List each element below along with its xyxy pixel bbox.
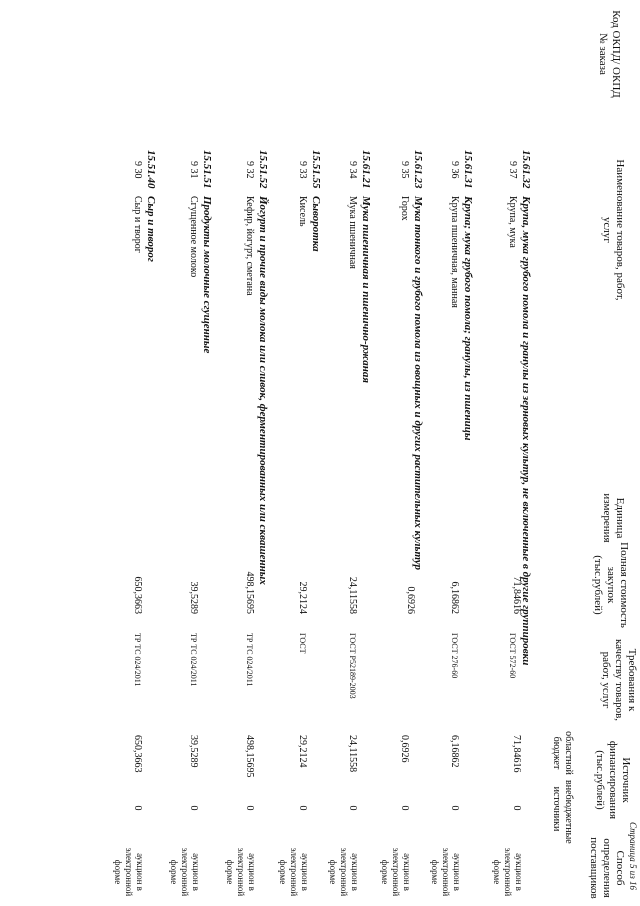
group-title: Мука тонкого и грубого помола из овощных и других растительных культур (412, 196, 424, 571)
item-regional-budget: 24,11558 (347, 735, 358, 773)
item-name: Сыр и творог (132, 196, 143, 253)
header-method: Способ определения поставщиков (588, 837, 626, 899)
header-source-regional: областной бюджет (551, 731, 574, 775)
group-title: Сыворотка (310, 196, 322, 252)
item-cost: 6,16862 (449, 581, 460, 614)
item-extra-budget: 0 (297, 805, 308, 811)
order-number: 9 31 (188, 161, 199, 179)
item-method: аукцион в электронной форме (278, 847, 310, 897)
item-cost: 71,84616 (511, 576, 522, 614)
item-method: аукцион в электронной форме (380, 847, 412, 897)
item-method: аукцион в электронной форме (113, 847, 145, 897)
item-cost: 39,5289 (188, 581, 199, 614)
group-code: 15.51.55 (310, 150, 322, 189)
header-source-extra: внебюджетные источники (551, 780, 574, 844)
order-number: 9 30 (132, 161, 143, 179)
order-number: 9 34 (347, 161, 358, 179)
item-extra-budget: 0 (347, 805, 358, 811)
group-code: 15.61.21 (360, 150, 372, 189)
order-number: 9 33 (297, 161, 308, 179)
item-regional-budget: 71,84616 (511, 735, 522, 773)
item-name: Крупа пшеничная, манная (449, 196, 460, 308)
item-cost: 29,2124 (297, 581, 308, 614)
item-extra-budget: 0 (399, 805, 410, 811)
item-cost: 24,11558 (347, 576, 358, 614)
item-regional-budget: 650,3663 (132, 735, 143, 773)
item-requirement: ТР ТС 024/2011 (245, 633, 254, 687)
item-requirement: ГОСТ (298, 633, 307, 654)
item-regional-budget: 39,5289 (188, 735, 199, 768)
group-code: 15.61.31 (462, 150, 474, 189)
item-regional-budget: 0,6926 (399, 735, 410, 763)
header-cost: Полная стоимость закупок (тыс.рублей) (592, 542, 630, 628)
item-requirement: ГОСТ 276-60 (450, 633, 459, 679)
item-regional-budget: 498,15695 (244, 735, 255, 778)
item-extra-budget: 0 (244, 805, 255, 811)
header-unit: Единица измерения (601, 493, 626, 543)
item-name: Кисель (297, 196, 308, 227)
group-code: 15.61.32 (520, 150, 532, 189)
item-requirement: ТР ТС 024/2011 (189, 633, 198, 687)
group-title: Сыр и творог (145, 196, 157, 262)
order-number: 9 37 (507, 161, 518, 179)
order-number: 9 36 (449, 161, 460, 179)
item-regional-budget: 29,2124 (297, 735, 308, 768)
item-method: аукцион в электронной форме (169, 847, 201, 897)
item-cost: 650,3663 (132, 576, 143, 614)
group-code: 15.51.51 (201, 150, 213, 189)
item-extra-budget: 0 (511, 805, 522, 811)
group-title: Крупа; мука грубого помола; гранулы, из пшеницы (462, 196, 474, 441)
order-number: 9 32 (244, 161, 255, 179)
item-method: аукцион в электронной форме (492, 847, 524, 897)
group-title: Йогурт и прочие виды молока или сливок, ферментированных или сквашенных (257, 196, 269, 585)
group-code: 15.51.40 (145, 150, 157, 189)
item-extra-budget: 0 (188, 805, 199, 811)
group-title: Мука пшеничная и пшенично-ржаная (360, 196, 372, 384)
item-name: Мука пшеничная (347, 196, 358, 269)
order-number: 9 35 (399, 161, 410, 179)
item-requirement: ТР ТС 024/2011 (133, 633, 142, 687)
item-cost: 498,15695 (244, 571, 255, 614)
header-requirements: Требования к качеству товаров, работ, услуг (600, 638, 638, 722)
item-regional-budget: 6,16862 (449, 735, 460, 768)
item-method: аукцион в электронной форме (225, 847, 257, 897)
header-code: Код ОКПД/ ОКПД № заказа (597, 10, 622, 98)
group-title: Продукты молочные сгущенные (201, 196, 213, 354)
item-name: Крупа, мука (507, 196, 518, 248)
item-requirement: ГОСТ Р52189-2003 (348, 633, 357, 699)
item-requirement: ГОСТ 572-60 (508, 633, 517, 679)
item-name: Кефир, йогурт, сметана (244, 196, 255, 296)
header-name: Наименование товаров, работ, услуг (601, 159, 626, 301)
item-method: аукцион в электронной форме (430, 847, 462, 897)
item-name: Горох (399, 196, 410, 221)
item-extra-budget: 0 (132, 805, 143, 811)
item-method: аукцион в электронной форме (328, 847, 360, 897)
item-name: Сгущенное молоко (188, 196, 199, 278)
header-source: Источник финансирования (тыс.рублей) (594, 740, 632, 820)
group-code: 15.61.23 (412, 150, 424, 189)
group-title: Крупа, мука грубого помола и гранулы из зерновых культур, не включенные в другие группировки (520, 196, 532, 666)
item-extra-budget: 0 (449, 805, 460, 811)
page-footer: Страница 5 из 16 (628, 822, 638, 890)
group-code: 15.51.52 (257, 150, 269, 189)
item-cost: 0,6926 (405, 586, 416, 614)
